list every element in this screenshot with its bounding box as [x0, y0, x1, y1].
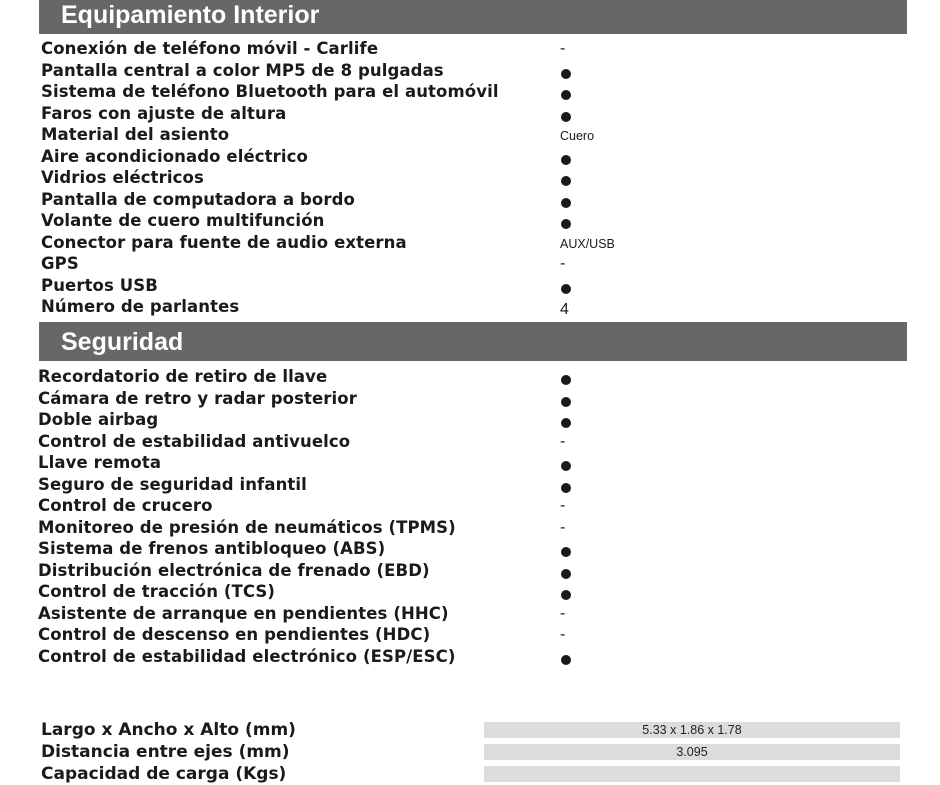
- spec-list-seguridad: [38, 366, 898, 667]
- spec-label: Conexión de teléfono móvil - Carlife: [41, 39, 379, 58]
- dimension-value: [484, 766, 900, 782]
- spec-value: -: [560, 518, 566, 536]
- spec-label: Sistema de frenos antibloqueo (ABS): [38, 539, 386, 558]
- spec-value: Cuero: [560, 129, 595, 143]
- spec-value: 4: [560, 301, 569, 318]
- spec-label: Vidrios eléctricos: [41, 168, 204, 187]
- spec-label: Asistente de arranque en pendientes (HHC): [38, 603, 449, 623]
- spec-label: Aire acondicionado eléctrico: [41, 146, 308, 166]
- spec-value: -: [560, 497, 566, 514]
- dimension-row: [41, 719, 901, 741]
- included-dot-icon: [561, 90, 571, 100]
- spec-row: [38, 560, 898, 582]
- spec-label: Puertos USB: [41, 275, 158, 295]
- included-dot-icon: [561, 569, 571, 579]
- included-dot-icon: [561, 155, 571, 165]
- included-dot-icon: [561, 655, 571, 665]
- included-dot-icon: [561, 547, 571, 557]
- spec-label: Control de descenso en pendientes (HDC): [38, 625, 431, 644]
- spec-row: [38, 431, 898, 453]
- dimension-row: [41, 763, 901, 785]
- spec-label: Pantalla de computadora a bordo: [41, 189, 355, 209]
- spec-row: [41, 167, 901, 189]
- spec-row: [38, 474, 898, 496]
- spec-label: Control de estabilidad electrónico (ESP/ESC): [38, 646, 456, 666]
- included-dot-icon: [561, 375, 571, 385]
- spec-row: [41, 124, 901, 146]
- spec-value: AUX/USB: [560, 236, 615, 251]
- dimensions-table: [41, 719, 901, 785]
- included-dot-icon: [561, 112, 571, 122]
- spec-label: Recordatorio de retiro de llave: [38, 367, 328, 386]
- spec-label: Control de tracción (TCS): [38, 582, 276, 601]
- included-dot-icon: [561, 198, 571, 208]
- dimension-label: Distancia entre ejes (mm): [41, 742, 290, 762]
- dimension-value: 3.095: [484, 744, 900, 760]
- spec-row: [38, 388, 898, 410]
- spec-row: [41, 103, 901, 125]
- section-title: Seguridad: [61, 328, 184, 356]
- spec-list-interior: [41, 38, 901, 318]
- included-dot-icon: [561, 461, 571, 471]
- spec-value: -: [560, 626, 566, 643]
- included-dot-icon: [561, 284, 571, 294]
- included-dot-icon: [561, 397, 571, 407]
- spec-label: Doble airbag: [38, 410, 159, 429]
- spec-row: [41, 232, 901, 254]
- spec-row: [38, 366, 898, 388]
- spec-row: [41, 210, 901, 232]
- spec-label: Seguro de seguridad infantil: [38, 474, 307, 494]
- included-dot-icon: [561, 69, 571, 79]
- spec-label: Número de parlantes: [41, 297, 240, 316]
- spec-row: [41, 81, 901, 103]
- included-dot-icon: [561, 418, 571, 428]
- included-dot-icon: [561, 590, 571, 600]
- section-header-seguridad: [39, 322, 907, 361]
- spec-row: [38, 603, 898, 625]
- spec-value: -: [560, 40, 566, 57]
- spec-row: [41, 275, 901, 297]
- spec-label: Sistema de teléfono Bluetooth para el automóvil: [41, 82, 499, 101]
- spec-value: -: [560, 255, 566, 272]
- spec-label: Material del asiento: [41, 125, 230, 144]
- spec-row: [38, 495, 898, 517]
- spec-row: [41, 146, 901, 168]
- dimension-label: Largo x Ancho x Alto (mm): [41, 720, 296, 740]
- dimension-value: 5.33 x 1.86 x 1.78: [484, 722, 900, 738]
- included-dot-icon: [561, 483, 571, 493]
- spec-row: [38, 581, 898, 603]
- section-title: Equipamiento Interior: [61, 1, 320, 29]
- spec-label: GPS: [41, 254, 79, 273]
- included-dot-icon: [561, 219, 571, 229]
- spec-row: [38, 409, 898, 431]
- spec-row: [41, 189, 901, 211]
- spec-value: -: [560, 432, 566, 450]
- spec-label: Llave remota: [38, 453, 162, 472]
- included-dot-icon: [561, 176, 571, 186]
- spec-row: [38, 624, 898, 646]
- spec-row: [41, 296, 901, 318]
- spec-label: Conector para fuente de audio externa: [41, 232, 407, 252]
- spec-label: Control de crucero: [38, 496, 213, 515]
- spec-row: [41, 38, 901, 60]
- spec-row: [38, 517, 898, 539]
- spec-row: [41, 60, 901, 82]
- spec-row: [41, 253, 901, 275]
- spec-label: Distribución electrónica de frenado (EBD): [38, 560, 430, 580]
- spec-label: Cámara de retro y radar posterior: [38, 388, 357, 408]
- dimension-row: [41, 741, 901, 763]
- spec-row: [38, 646, 898, 668]
- spec-label: Monitoreo de presión de neumáticos (TPMS): [38, 517, 456, 537]
- section-header-interior: [39, 0, 907, 34]
- spec-row: [38, 452, 898, 474]
- spec-label: Pantalla central a color MP5 de 8 pulgadas: [41, 60, 444, 80]
- dimension-label: Capacidad de carga (Kgs): [41, 764, 287, 784]
- spec-row: [38, 538, 898, 560]
- spec-label: Control de estabilidad antivuelco: [38, 431, 351, 451]
- spec-value: -: [560, 604, 566, 622]
- spec-label: Volante de cuero multifunción: [41, 211, 325, 230]
- spec-label: Faros con ajuste de altura: [41, 103, 287, 123]
